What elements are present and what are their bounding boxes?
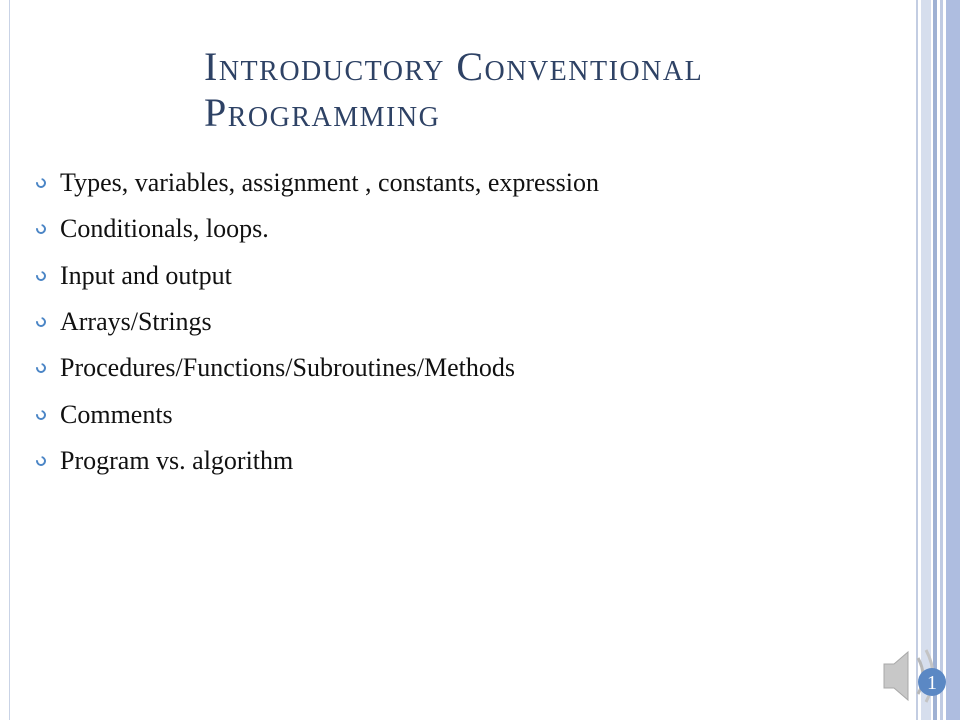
list-item xyxy=(36,391,599,437)
right-stripe xyxy=(940,0,943,720)
bullet-text: Procedures/Functions/Subroutines/Methods xyxy=(60,353,515,383)
right-stripe xyxy=(916,0,918,720)
bullet-text: Conditionals, loops. xyxy=(60,214,269,244)
page-number: 1 xyxy=(927,672,937,694)
bullet-text: Arrays/Strings xyxy=(60,307,212,337)
title-line-2: Programming xyxy=(204,90,441,135)
list-item xyxy=(36,299,599,345)
left-border xyxy=(9,0,10,720)
bullet-text: Program vs. algorithm xyxy=(60,445,294,475)
list-item xyxy=(36,438,599,484)
bullet-text: Input and output xyxy=(60,260,232,290)
list-item xyxy=(36,160,599,206)
bullet-ring-icon xyxy=(34,454,48,468)
bullet-ring-icon xyxy=(34,361,48,375)
bullet-ring-icon xyxy=(34,408,48,422)
right-stripe xyxy=(933,0,937,720)
bullet-text: Types, variables, assignment , constants, expression xyxy=(60,168,600,198)
speaker-icon[interactable] xyxy=(878,642,950,710)
slide-title xyxy=(204,44,894,136)
right-stripe xyxy=(921,0,931,720)
bullet-ring-icon xyxy=(34,269,48,283)
bullet-ring-icon xyxy=(34,176,48,190)
list-item xyxy=(36,345,599,391)
bullet-text: Comments xyxy=(60,399,173,429)
bullet-list xyxy=(36,160,599,484)
right-stripe xyxy=(946,0,960,720)
bullet-ring-icon xyxy=(34,315,48,329)
list-item xyxy=(36,253,599,299)
list-item xyxy=(36,206,599,252)
bullet-ring-icon xyxy=(34,222,48,236)
title-line-1: Introductory Conventional xyxy=(204,44,704,89)
